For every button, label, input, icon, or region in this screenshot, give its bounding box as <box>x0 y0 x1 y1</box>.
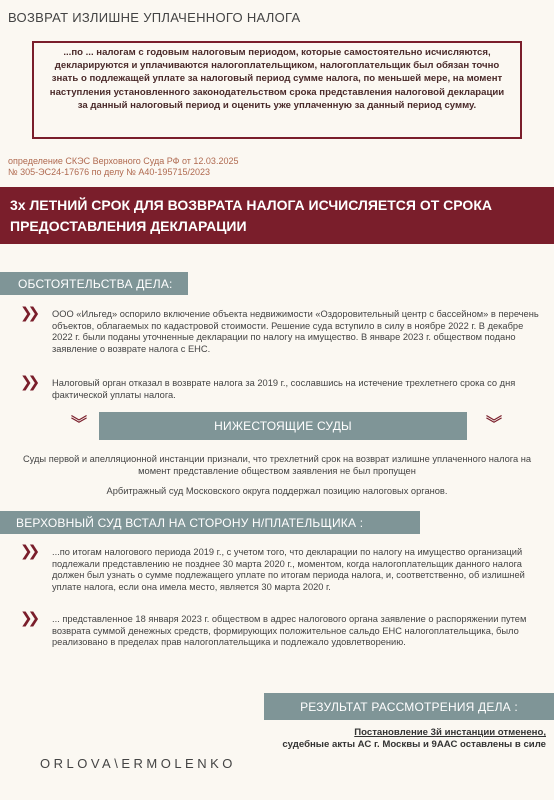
supreme-text-1: ...по итогам налогового периода 2019 г., с учетом того, что декларации по налогу на имущество организаций подлежали представлению не позднее 30 марта 2020 г., моментом, когда налогоплательщик данного налога должен был узнать о сумме подлежащего уплате по итогам периода налога, и, соответственно, об излишней уплате налога, если она имела место, является 30 марта 2020 г. <box>52 547 525 592</box>
quote-text: ...по ... налогам с годовым налоговым периодом, которые самостоятельно исчисляются, декларируются и уплачиваются налогоплательщиком, налогоплательщик был обязан точно знать о подлежащей уплате за налоговый период сумме налога, по меньшей мере, на момент наступления установленного законодательством срока представления налоговой декларации за данный налоговый период и оценить уже уплаченную за данный период сумму. <box>49 47 505 111</box>
result-line-1: Постановление 3й инстанции отменено, <box>354 727 546 738</box>
chevron-right-icon: ❯❯ <box>20 543 36 560</box>
list-item <box>20 610 545 649</box>
result-text <box>282 727 546 750</box>
lower-courts-text: Суды первой и апелляционной инстанции признали, что трехлетний срок на возврат излишне уплаченного налога на момент представление обществом заявления не был пропущен <box>22 454 532 476</box>
page-title: ВОЗВРАТ ИЗЛИШНЕ УПЛАЧЕННОГО НАЛОГА <box>8 10 301 25</box>
source-line-2: № 305-ЭС24-17676 по делу № А40-195715/2023 <box>8 167 210 177</box>
source-citation <box>8 156 238 178</box>
chevron-down-icon: ︾ <box>485 416 502 433</box>
chevron-right-icon: ❯❯ <box>20 374 36 391</box>
circumstance-text-2: Налоговый орган отказал в возврате налога за 2019 г., сославшись на истечение трехлетнего срока со дня фактической уплаты налога. <box>52 378 516 400</box>
headline-banner: 3х ЛЕТНИЙ СРОК ДЛЯ ВОЗВРАТА НАЛОГА ИСЧИСЛЯЕТСЯ ОТ СРОКА ПРЕДОСТАВЛЕНИЯ ДЕКЛАРАЦИИ <box>0 187 554 244</box>
result-heading: РЕЗУЛЬТАТ РАССМОТРЕНИЯ ДЕЛА : <box>264 693 554 720</box>
supreme-court-heading: ВЕРХОВНЫЙ СУД ВСТАЛ НА СТОРОНУ Н/ПЛАТЕЛЬЩИКА : <box>0 511 420 534</box>
result-line-2: судебные акты АС г. Москвы и 9ААС оставлены в силе <box>282 738 546 750</box>
lower-courts-heading: НИЖЕСТОЯЩИЕ СУДЫ <box>99 412 467 440</box>
list-item <box>20 305 545 355</box>
brand-logo: ORLOVA\ERMOLENKO <box>40 756 236 771</box>
chevron-down-icon: ︾ <box>70 416 87 433</box>
chevron-right-icon: ❯❯ <box>20 305 36 322</box>
circumstances-heading: ОБСТОЯТЕЛЬСТВА ДЕЛА: <box>0 272 188 295</box>
list-item <box>20 374 545 401</box>
supreme-text-2: ... представленное 18 января 2023 г. обществом в адрес налогового органа заявление о распоряжении путем возврата суммой денежных средств, формирующих положительное сальдо ЕНС налогоплательщика, было реализовано в пределах прав налогоплательщика и подлежало удовлетворению. <box>52 614 527 647</box>
chevron-right-icon: ❯❯ <box>20 610 36 627</box>
cassation-text: Арбитражный суд Московского округа поддержал позицию налоговых органов. <box>106 486 448 496</box>
circumstance-text-1: ООО «Ильгед» оспорило включение объекта недвижимости «Оздоровительный центр с бассейном» в перечень объектов, облагаемых по кадастровой стоимости. Решение суда вступило в силу в ноябре 2022 г. В декабре 2022 г. были поданы уточненные декларации по налогу на имущество. В январе 2023 г. обществом подано заявление о возврате налога с ЕНС. <box>52 309 539 354</box>
quote-box <box>32 41 522 139</box>
list-item <box>20 543 545 593</box>
source-line-1: определение СКЭС Верховного Суда РФ от 12.03.2025 <box>8 156 239 166</box>
